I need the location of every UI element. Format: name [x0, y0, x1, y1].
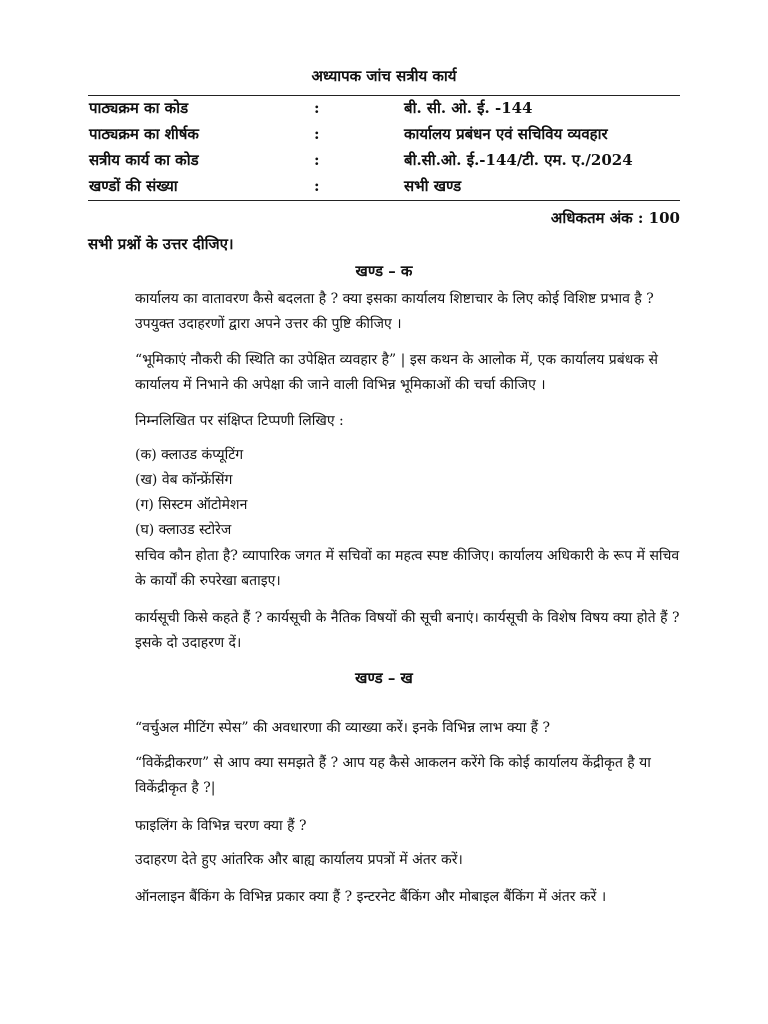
max-marks: अधिकतम अंक : 100 — [550, 209, 680, 227]
assignment-code-label: सत्रीय कार्य का कोड — [89, 151, 199, 169]
section-b-question-4: उदाहरण देते हुए आंतरिक और बाह्य कार्यालय प्रपत्रों में अंतर करें। — [135, 852, 463, 868]
course-code-separator: : — [314, 99, 320, 117]
sections-count-value: सभी खण्ड — [404, 177, 462, 195]
assignment-code-separator: : — [314, 151, 320, 169]
section-b-question-2: “विकेंद्रीकरण” से आप क्या समझते हैं ? आप यह कैसे आकलन करेंगे कि कोई कार्यालय केंद्रीकृत है या विकेंद्रीकृत है ?| — [135, 755, 651, 796]
section-a-question-4: सचिव कौन होता है? व्यापारिक जगत में सचिवों का महत्व स्पष्ट कीजिए। कार्यालय अधिकारी के रूप में सचिव के कार्यों की रुपरेखा बताइए। — [135, 548, 680, 589]
section-a-question-5: कार्यसूची किसे कहते हैं ? कार्यसूची के नैतिक विषयों की सूची बनाएं। कार्यसूची के विशेष विषय क्या होते हैं ? इसके दो उदाहरण दें। — [135, 610, 680, 651]
course-title-row — [88, 122, 680, 148]
section-b-question-5: ऑनलाइन बैंकिंग के विभिन्न प्रकार क्या हैं ? इन्टरनेट बैंकिंग और मोबाइल बैंकिंग में अंतर करें । — [135, 889, 607, 905]
sections-count-label: खण्डों की संख्या — [89, 177, 178, 195]
section-a-question-3-item-a: (क) क्लाउड कंप्यूटिंग — [135, 447, 244, 463]
course-code-value: बी. सी. ओ. ई. -144 — [404, 99, 533, 117]
course-title-separator: : — [314, 125, 320, 143]
section-a-question-3-item-d: (घ) क्लाउड स्टोरेज — [135, 522, 232, 538]
course-title-label: पाठ्यक्रम का शीर्षक — [89, 125, 199, 143]
course-code-label: पाठ्यक्रम का कोड — [89, 99, 189, 117]
section-a-heading: खण्ड – क — [355, 262, 413, 280]
section-b-question-3: फाइलिंग के विभिन्न चरण क्या हैं ? — [135, 818, 307, 834]
sections-count-separator: : — [314, 177, 320, 195]
section-b-question-1: “वर्चुअल मीटिंग स्पेस” की अवधारणा की व्याख्या करें। इनके विभिन्न लाभ क्या हैं ? — [135, 720, 551, 736]
instruction: सभी प्रश्नों के उत्तर दीजिए। — [88, 235, 234, 253]
section-a-question-3-intro: निम्नलिखित पर संक्षिप्त टिप्पणी लिखिए : — [135, 413, 344, 429]
section-a-question-1: कार्यालय का वातावरण कैसे बदलता है ? क्या इसका कार्यालय शिष्टाचार के लिए कोई विशिष्ट प्रभाव है ? उपयुक्त उदाहरणों द्वारा अपने उत्तर की पुष्टि कीजिए । — [135, 291, 654, 332]
assignment-code-row — [88, 148, 680, 174]
course-info-table — [88, 95, 680, 201]
section-a-question-3-item-c: (ग) सिस्टम ऑटोमेशन — [135, 497, 248, 513]
course-code-row — [88, 96, 680, 122]
section-a-question-3-item-b: (ख) वेब कॉन्फ्रेंसिंग — [135, 472, 233, 488]
section-a-question-2: “भूमिकाएं नौकरी की स्थिति का उपेक्षित व्यवहार है” | इस कथन के आलोक में, एक कार्यालय प्रबंधक से कार्यालय में निभाने की अपेक्षा की जाने वाली विभिन्न भूमिकाओं की चर्चा कीजिए । — [135, 352, 658, 393]
sections-count-row — [88, 174, 680, 200]
section-b-heading: खण्ड – ख — [355, 669, 413, 687]
course-title-value: कार्यालय प्रबंधन एवं सचिविय व्यवहार — [404, 125, 608, 143]
page-title: अध्यापक जांच सत्रीय कार्य — [311, 67, 457, 85]
assignment-code-value: बी.सी.ओ. ई.-144/टी. एम. ए./2024 — [404, 151, 633, 169]
